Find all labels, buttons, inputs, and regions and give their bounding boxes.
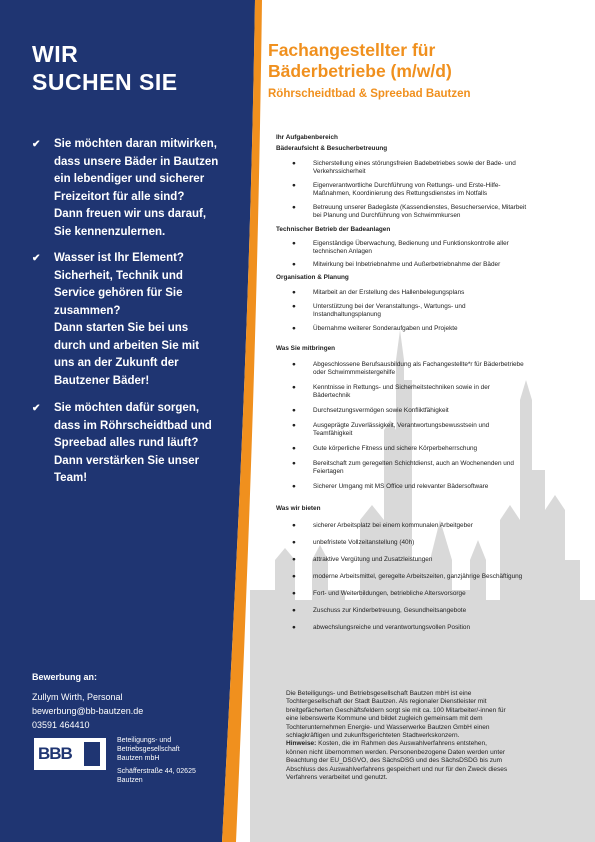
pitch-line: Team! bbox=[54, 472, 88, 484]
company-line: Beteiligungs- und bbox=[117, 737, 172, 744]
list-item bbox=[276, 460, 586, 476]
job-title bbox=[268, 40, 452, 82]
bullet-icon: ● bbox=[292, 303, 296, 310]
section-heading: Ihr Aufgabenbereich bbox=[276, 134, 338, 141]
bullet-icon: ● bbox=[292, 240, 296, 247]
list-item bbox=[276, 361, 586, 377]
list-item bbox=[276, 607, 586, 615]
footer-line: eine lebenswerte Kommune und bildet zugleich gemeinsam mit dem bbox=[286, 715, 483, 723]
section-subheading: Organisation & Planung bbox=[276, 274, 349, 281]
list-item bbox=[276, 522, 586, 530]
footer-line: Beachtung der EU_DSGVO, des SächsDSG und des SächsDSDG bis zum bbox=[286, 757, 503, 765]
list-item-text: Bädertechnik bbox=[313, 392, 351, 399]
company-line: Bautzen mbH bbox=[117, 755, 160, 762]
hint-first: Kosten, die im Rahmen des Auswahlverfahrens entstehen, bbox=[316, 740, 487, 748]
bullet-icon: ● bbox=[292, 422, 296, 429]
job-details bbox=[276, 134, 586, 641]
contact-name: Zullym Wirth, Personal bbox=[32, 692, 123, 702]
bullet-icon: ● bbox=[292, 204, 296, 211]
list-item-text: technischen Anlagen bbox=[313, 248, 372, 255]
list-item bbox=[276, 204, 586, 220]
bullet-icon: ● bbox=[292, 160, 296, 167]
task-list bbox=[276, 160, 586, 220]
list-item bbox=[276, 407, 586, 415]
footer-line: Verfahrens verarbeitet und genutzt. bbox=[286, 774, 388, 782]
list-item bbox=[276, 325, 586, 333]
job-title-line: Fachangestellter für bbox=[268, 40, 436, 60]
list-item bbox=[276, 483, 586, 491]
bullet-icon: ● bbox=[292, 289, 296, 296]
contact-phone: 03591 464410 bbox=[32, 720, 90, 730]
benefits-list bbox=[276, 522, 586, 632]
address-line: Schäfferstraße 44, 02625 bbox=[117, 768, 196, 775]
pitch-line: ein lebendiger und sicherer bbox=[54, 173, 205, 185]
list-item-text: attraktive Vergütung und Zusatzleistungen bbox=[313, 556, 433, 563]
list-item-text: sicherer Arbeitsplatz bei einem kommunalen Arbeitgeber bbox=[313, 522, 473, 529]
task-list bbox=[276, 289, 586, 333]
company-line: Betriebsgesellschaft bbox=[117, 746, 180, 753]
footer-line: schlagkräftigen und zukunftsgerichteten Stadtwerkskonzern. bbox=[286, 732, 460, 740]
list-item-text: Instandhaltungsplanung bbox=[313, 311, 381, 318]
bullet-icon: ● bbox=[292, 261, 296, 268]
apply-heading: Bewerbung an: bbox=[32, 672, 98, 682]
bullet-icon: ● bbox=[292, 460, 296, 467]
list-item-text: Abgeschlossene Berufsausbildung als Fachangestellte*r für Bäderbetriebe bbox=[313, 361, 524, 368]
list-item-text: Gute körperliche Fitness und sichere Körperbeherrschung bbox=[313, 445, 478, 452]
list-item-text: Unterstützung bei der Veranstaltungs-, Wartungs- und bbox=[313, 303, 466, 310]
list-item-text: Zuschuss zur Kinderbetreuung, Gesundheitsangebote bbox=[313, 607, 467, 614]
pitch-line: Sicherheit, Technik und bbox=[54, 269, 183, 282]
list-item-text: bei Planung und Durchführung von Schwimmkursen bbox=[313, 212, 461, 219]
list-item-text: Bereitschaft zum geregelten Schichtdienst, auch an Wochenenden und bbox=[313, 460, 514, 467]
about-text bbox=[286, 690, 576, 740]
list-item bbox=[276, 182, 586, 198]
pitch-line: Service gehören für Sie bbox=[54, 287, 183, 299]
list-item-text: Maßnahmen, Koordinierung des Rettungsdienstes im Notfalls bbox=[313, 190, 488, 197]
hint-lines bbox=[286, 749, 576, 783]
list-item-text: abwechslungsreiche und verantwortungsvollen Position bbox=[313, 624, 471, 631]
list-item bbox=[276, 384, 586, 400]
pitch-line: Dann verstärken Sie unser bbox=[54, 454, 200, 467]
list-item-text: oder Schwimmmeistergehilfe bbox=[313, 369, 396, 376]
footer-line: breitgefächerten Geschäftsfeldern sorgt sie mit ca. 100 Mitarbeiter/-innen für bbox=[286, 706, 506, 714]
list-item-text: Fort- und Weiterbildungen, betriebliche Altersvorsorge bbox=[313, 590, 466, 597]
bullet-icon: ● bbox=[292, 590, 296, 597]
list-item bbox=[276, 573, 586, 581]
list-item bbox=[276, 422, 586, 438]
section-subheading: Bäderaufsicht & Besucherbetreuung bbox=[276, 145, 388, 152]
headline-line2: SUCHEN SIE bbox=[32, 69, 178, 95]
pitch-line: Dann freuen wir uns darauf, bbox=[54, 208, 207, 220]
list-item-text: unbefristete Vollzeitanstellung (40h) bbox=[313, 539, 415, 546]
list-item-text: Betreuung unserer Badegäste (Kassendienstes, Besucherservice, Mitarbeit bbox=[313, 204, 527, 211]
list-item-text: Feiertagen bbox=[313, 468, 344, 475]
list-item bbox=[276, 240, 586, 256]
section-subheading: Technischer Betrieb der Badeanlagen bbox=[276, 226, 391, 233]
footer-line: Tochtergesellschaft der Stadt Bautzen. Als regionaler Dienstleister mit bbox=[286, 698, 487, 706]
pitch-block bbox=[32, 250, 232, 390]
list-item bbox=[276, 261, 586, 269]
pitch-line: Sie möchten dafür sorgen, bbox=[54, 402, 200, 414]
list-item-text: Mitarbeit an der Erstellung des Hallenbelegungsplans bbox=[313, 289, 465, 296]
task-list bbox=[276, 240, 586, 269]
bullet-icon: ● bbox=[292, 325, 296, 332]
bullet-icon: ● bbox=[292, 556, 296, 563]
pitch-line: Bautzener Bäder! bbox=[54, 374, 150, 387]
list-item-text: Mitwirkung bei Inbetriebnahme und Außerbetriebnahme der Bäder bbox=[313, 261, 501, 268]
pitch-line: Freizeitort für alle sind? bbox=[54, 190, 185, 203]
logo-mark bbox=[84, 742, 100, 766]
bullet-icon: ● bbox=[292, 573, 296, 580]
list-item-text: moderne Arbeitsmittel, geregelte Arbeitszeiten, ganzjährige Beschäftigung bbox=[313, 573, 523, 580]
bbb-logo-icon bbox=[34, 738, 106, 770]
list-item-text: Teamfähigkeit bbox=[313, 430, 353, 437]
pitch-text bbox=[54, 400, 232, 488]
requirements-list bbox=[276, 361, 586, 491]
address-line: Bautzen bbox=[117, 777, 143, 784]
pitch-line: durch und arbeiten Sie mit bbox=[54, 339, 200, 352]
contact-email-link[interactable]: bewerbung@bb-bautzen.de bbox=[32, 706, 144, 716]
logo-text: BBB bbox=[38, 744, 72, 763]
list-item-text: Eigenverantwortliche Durchführung von Rettungs- und Erste-Hilfe- bbox=[313, 182, 501, 189]
list-item-text: Verkehrssicherheit bbox=[313, 168, 366, 175]
pitch-text bbox=[54, 136, 232, 241]
pitch-line: Sie kennenzulernen. bbox=[54, 225, 166, 238]
section-heading: Was Sie mitbringen bbox=[276, 345, 336, 352]
list-item bbox=[276, 590, 586, 598]
list-item bbox=[276, 539, 586, 547]
list-item bbox=[276, 624, 586, 632]
list-item-text: Übernahme weiterer Sonderaufgaben und Projekte bbox=[313, 325, 458, 332]
pitch-line: uns an der Zukunft der bbox=[54, 357, 179, 369]
check-icon: ✔ bbox=[32, 253, 41, 264]
hint-text bbox=[286, 740, 576, 748]
pitch-line: Dann starten Sie bei uns bbox=[54, 322, 189, 334]
headline bbox=[32, 40, 178, 96]
hint-label: Hinweise: bbox=[286, 740, 317, 748]
bullet-icon: ● bbox=[292, 361, 296, 368]
footer-line: Abschluss des Auswahlverfahrens gespeichert und nur für den Zweck dieses bbox=[286, 765, 508, 773]
footer-line: Die Beteiligungs- und Betriebsgesellschaft Bautzen mbH ist eine bbox=[286, 690, 472, 697]
bullet-icon: ● bbox=[292, 384, 296, 391]
pitch-block bbox=[32, 400, 232, 488]
footer-line: können nicht übernommen werden. Personenbezogene Daten werden unter bbox=[286, 748, 505, 756]
bullet-icon: ● bbox=[292, 624, 296, 631]
bullet-icon: ● bbox=[292, 182, 296, 189]
company-name bbox=[117, 736, 227, 763]
check-icon: ✔ bbox=[32, 139, 41, 150]
pitch-line: Wasser ist Ihr Element? bbox=[54, 252, 184, 264]
section-heading: Was wir bieten bbox=[276, 505, 321, 512]
pitch-line: dass unsere Bäder in Bautzen bbox=[54, 155, 219, 168]
footer-line: Tochterunternehmen Energie- und Wasserwerke Bautzen GmbH einen bbox=[286, 723, 490, 731]
pitch-line: zusammen? bbox=[54, 304, 121, 317]
pitch-line: Spreebad alles rund läuft? bbox=[54, 437, 199, 449]
bullet-icon: ● bbox=[292, 445, 296, 452]
bullet-icon: ● bbox=[292, 539, 296, 546]
check-icon: ✔ bbox=[32, 403, 41, 414]
job-title-line: Bäderbetriebe (m/w/d) bbox=[268, 61, 452, 81]
list-item-text: Kenntnisse in Rettungs- und Sicherheitstechniken sowie in der bbox=[313, 384, 490, 391]
list-item-text: Ausgeprägte Zuverlässigkeit, Verantwortungsbewusstsein und bbox=[313, 422, 490, 429]
bullet-icon: ● bbox=[292, 407, 296, 414]
headline-line1: WIR bbox=[32, 41, 79, 67]
bullet-icon: ● bbox=[292, 483, 296, 490]
company-info bbox=[286, 690, 576, 782]
pitch-block bbox=[32, 136, 232, 241]
company-address bbox=[117, 767, 227, 785]
list-item-text: Sicherer Umgang mit MS Office und relevanter Bädersoftware bbox=[313, 483, 489, 490]
list-item bbox=[276, 289, 586, 297]
bullet-icon: ● bbox=[292, 522, 296, 529]
list-item-text: Eigenständige Überwachung, Bedienung und Funktionskontrolle aller bbox=[313, 240, 509, 247]
list-item bbox=[276, 445, 586, 453]
list-item-text: Sicherstellung eines störungsfreien Badebetriebes sowie der Bade- und bbox=[313, 160, 516, 167]
pitch-line: Sie möchten daran mitwirken, bbox=[54, 138, 217, 150]
list-item bbox=[276, 556, 586, 564]
list-item-text: Durchsetzungsvermögen sowie Konfliktfähigkeit bbox=[313, 407, 449, 414]
pitch-text bbox=[54, 250, 232, 390]
bullet-icon: ● bbox=[292, 607, 296, 614]
job-subtitle: Röhrscheidtbad & Spreebad Bautzen bbox=[268, 88, 471, 100]
pitch-line: dass im Röhrscheidtbad und bbox=[54, 419, 212, 432]
list-item bbox=[276, 303, 586, 319]
list-item bbox=[276, 160, 586, 176]
